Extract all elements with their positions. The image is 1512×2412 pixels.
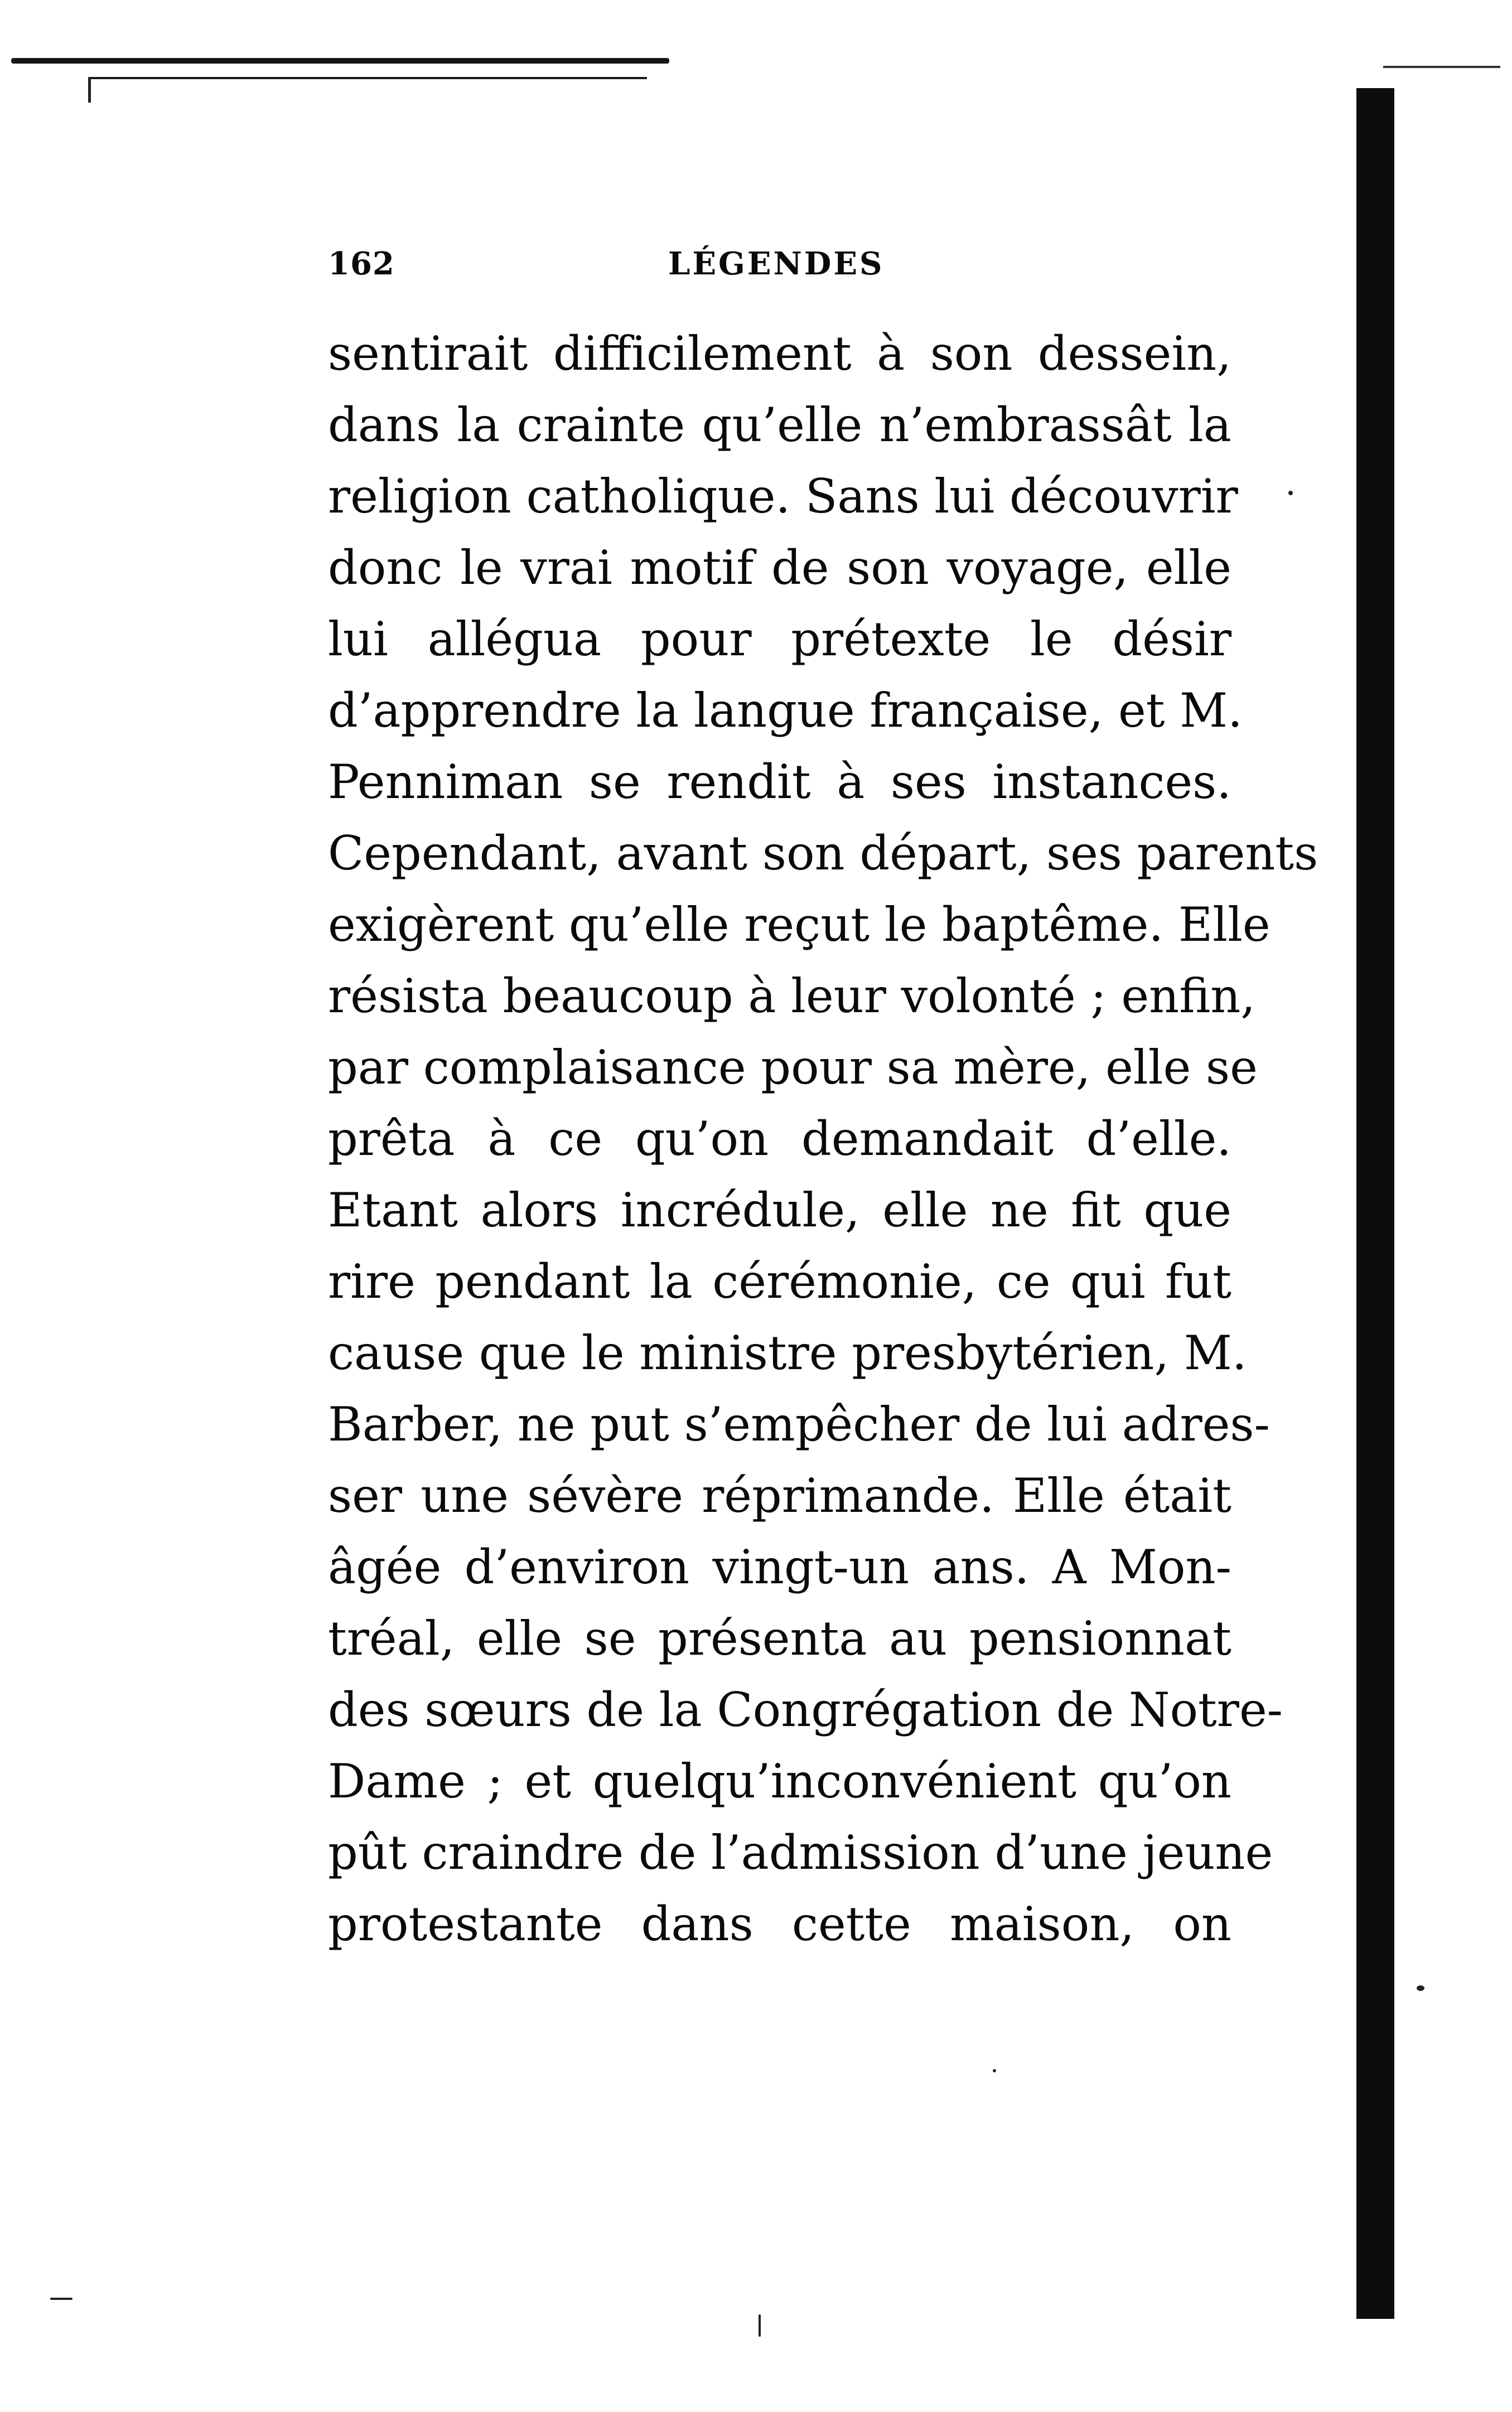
text-line: sentirait difficilement à son dessein, bbox=[328, 326, 1231, 381]
text-line: ser une sévère réprimande. Elle était bbox=[328, 1468, 1231, 1523]
scan-page-edge-shadow bbox=[1356, 88, 1394, 2319]
page-number: 162 bbox=[328, 245, 395, 282]
text-line: lui allégua pour prétexte le désir bbox=[328, 612, 1231, 666]
text-line: par complaisance pour sa mère, elle se bbox=[328, 1040, 1258, 1095]
page-header bbox=[328, 245, 914, 284]
text-line: Penniman se rendit à ses instances. bbox=[328, 755, 1231, 809]
text-line: pût craindre de l’admission d’une jeune bbox=[328, 1825, 1273, 1880]
text-line: âgée d’environ vingt-un ans. A Mon- bbox=[328, 1540, 1231, 1594]
text-line: résista beaucoup à leur volonté ; enfin, bbox=[328, 969, 1256, 1023]
scan-speck bbox=[759, 2314, 761, 2337]
scan-speck bbox=[1417, 1985, 1424, 1991]
text-line: prêta à ce qu’on demandait d’elle. bbox=[328, 1111, 1231, 1166]
text-line: Dame ; et quelqu’inconvénient qu’on bbox=[328, 1754, 1231, 1809]
scan-speck bbox=[993, 2069, 996, 2072]
text-line: exigèrent qu’elle reçut le baptême. Elle bbox=[328, 897, 1271, 952]
scan-rule-top bbox=[11, 58, 669, 64]
scan-speck bbox=[1288, 491, 1293, 495]
text-line: d’apprendre la langue française, et M. bbox=[328, 683, 1243, 738]
body-text bbox=[328, 318, 1318, 1960]
text-line: rire pendant la cérémonie, ce qui fut bbox=[328, 1254, 1231, 1309]
text-line: dans la crainte qu’elle n’embrassât la bbox=[328, 398, 1231, 452]
scan-rule-right bbox=[1383, 66, 1500, 68]
running-head: LÉGENDES bbox=[668, 245, 885, 282]
text-line: Barber, ne put s’empêcher de lui adres- bbox=[328, 1397, 1270, 1452]
scan-rule-secondary bbox=[89, 77, 647, 79]
text-line: religion catholique. Sans lui découvrir bbox=[328, 469, 1238, 524]
text-line: protestante dans cette maison, on bbox=[328, 1897, 1231, 1951]
text-line: des sœurs de la Congrégation de Notre- bbox=[328, 1683, 1283, 1737]
scan-speck bbox=[50, 2298, 73, 2300]
text-line: donc le vrai motif de son voyage, elle bbox=[328, 540, 1231, 595]
text-line: Etant alors incrédule, elle ne fit que bbox=[328, 1183, 1231, 1238]
text-line: cause que le ministre presbytérien, M. bbox=[328, 1326, 1247, 1380]
text-line: Cependant, avant son départ, ses parents bbox=[328, 826, 1318, 881]
text-line: tréal, elle se présenta au pensionnat bbox=[328, 1611, 1231, 1666]
scan-rule-hook bbox=[88, 77, 91, 103]
